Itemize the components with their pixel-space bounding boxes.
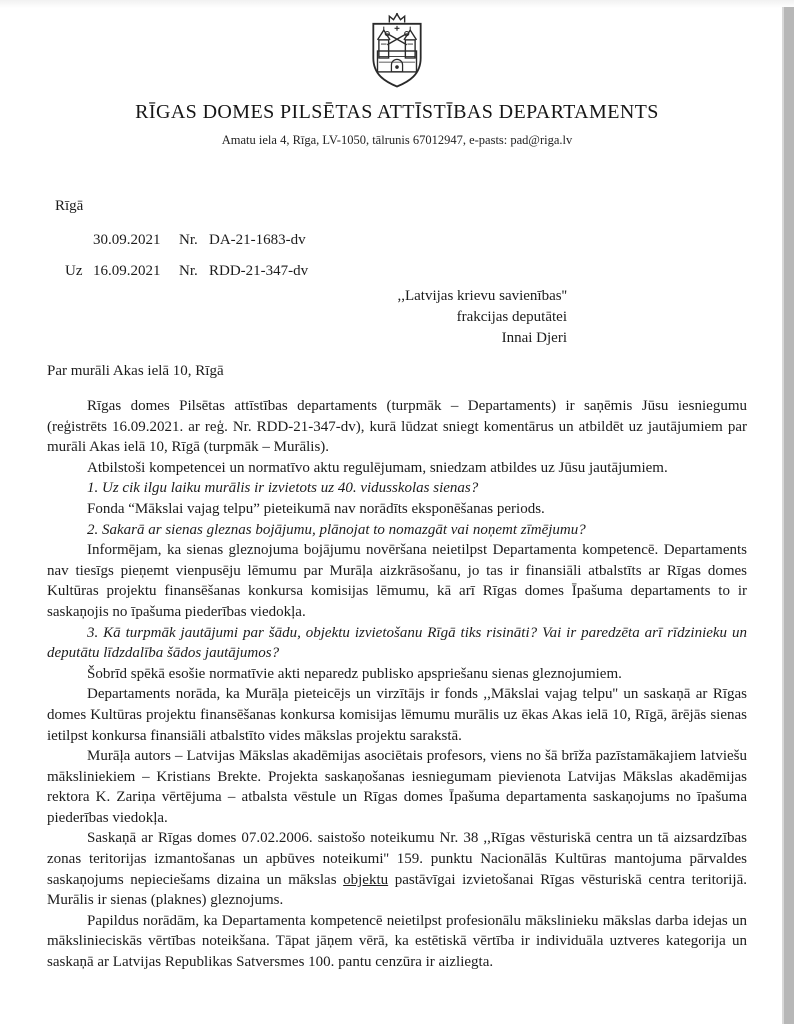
paragraph-regulations (47, 828, 747, 910)
question-3: 3. Kā turpmāk jautājumi par šādu, objektu izvietošanu Rīgā tiks risināti? Vai ir paredzēta arī rīdzinieku un deputātu līdzdalība šādos jautājumos? (47, 624, 747, 662)
subject-line: Par murāli Akas ielā 10, Rīgā (47, 363, 224, 379)
document-number-row (93, 232, 747, 249)
answer-1: Fonda “Mākslai vajag telpu” pieteikumā nav norādīts eksponēšanas periods. (87, 500, 545, 517)
scan-top-edge (0, 0, 794, 8)
recipient-faction-name: ,,Latvijas krievu savienības'' (397, 288, 567, 304)
reference-prefix: Uz (65, 263, 83, 279)
document-number: DA-21-1683-dv (209, 232, 306, 248)
paragraph-fund: Departaments norāda, ka Murāļa pieteicējs un virzītājs ir fonds ,,Mākslai vajag telpu'' un saskaņā ar Rīgas domes Kultūras projektu finansēšanas konkursa komisijas lēmumu murālis uz ēkas Akas ielā 10, Rīgā, ārējās sienas ietilpst konkursa finansiāli atbalstīto vides mākslas projektu sarakstā. (47, 686, 747, 744)
reference-number: RDD-21-347-dv (209, 263, 309, 279)
answer-2: Informējam, ka sienas gleznojuma bojājumu novēršana neietilpst Departamenta kompetencē. Departaments nav tiesīgs pieņemt vienpusēju lēmumu par Murāļa aizkrāsošanu, jo tas ir finansiāli atbalstīts ar Rīgas domes Kultūras projektu finansēšanas konkursa komisijas lēmumu, kā arī Rīgas domes Īpašuma departaments to ir saskaņojis no īpašuma piederības viedokļa. (47, 542, 747, 620)
riga-coat-of-arms-icon (361, 12, 433, 90)
letter-paragraphs (47, 396, 747, 973)
underlined-word: objektu (343, 871, 389, 888)
document-date: 30.09.2021 (93, 232, 161, 248)
recipient-block (47, 286, 567, 349)
reference-number-row (65, 263, 747, 280)
letterhead (47, 12, 747, 148)
paragraph-closing: Papildus norādām, ka Departamenta kompetencē neietilpst profesionālu mākslinieku mākslas darba idejas un mākslinieciskās vērtības noteikšana. Tāpat jāņem vērā, ka estētiskā vērtība ir individuāla uztveres kategorija un saskaņā ar Latvijas Republikas Satversmes 100. pantu cenzūra ir aizliegta. (47, 912, 747, 971)
org-address-line: Amatu iela 4, Rīga, LV-1050, tālrunis 67012947, e-pasts: pad@riga.lv (221, 133, 573, 147)
scrollbar[interactable] (782, 7, 794, 1024)
paragraph-regulations-part2: pastāvīgai izvietošanai Rīgas vēsturiskā centra teritorijā. Murālis ir sienas (plaknes) gleznojums. (47, 871, 748, 909)
paragraph-intro: Rīgas domes Pilsētas attīstības departaments (turpmāk – Departaments) ir saņēmis Jūsu iesniegumu (reģistrēts 16.09.2021. ar reģ. Nr. RDD-21-347-dv), kurā lūdzat sniegt komentārus un atbildēt uz jautājumiem par murāli Akas ielā 10, Rīgā (turpmāk – Murālis). (47, 398, 747, 456)
question-1: 1. Uz cik ilgu laiku murālis ir izvietots uz 40. vidusskolas sienas? (87, 480, 479, 497)
recipient-name: Innai Djeri (501, 330, 567, 346)
recipient-role: frakcijas deputātei (456, 309, 567, 325)
answer-3: Šobrīd spēkā esošie normatīvie akti neparedz publisko apspriešanu sienas gleznojumiem. (87, 665, 622, 682)
nr-label: Nr. (179, 232, 198, 248)
reference-date: 16.09.2021 (93, 263, 161, 279)
paragraph-answers-intro: Atbilstoši kompetencei un normatīvo aktu regulējumam, sniedzam atbildes uz Jūsu jautājumiem. (87, 459, 668, 476)
question-2: 2. Sakarā ar sienas gleznas bojājumu, plānojat to nomazgāt vai noņemt zīmējumu? (87, 521, 586, 538)
paragraph-regulations-part1: Saskaņā ar Rīgas domes 07.02.2006. saistošo noteikumu Nr. 38 ,,Rīgas vēsturiskā centra un tā aizsardzības zonas teritorijas izmantošanas un apbūves noteikumi'' 159. punktu Nacionālās Kultūras mantojuma pārvaldes saskaņojums nepieciešams dizaina un mākslas (47, 830, 747, 888)
place-line: Rīgā (55, 198, 84, 214)
reference-nr-label: Nr. (179, 263, 198, 279)
paragraph-author: Murāļa autors – Latvijas Mākslas akadēmijas asociētais profesors, viens no šā brīža pazīstamākajiem latviešu māksliniekiem – Kristians Brekte. Projekta saskaņošanas iesniegumam pievienota Latvijas Mākslas akadēmijas rektora K. Zariņa vērtējuma – atbalsta vēstule un Rīgas domes Īpašuma departamenta saskaņojums no īpašuma piederības viedokļa. (47, 748, 747, 826)
letter-body (47, 198, 747, 973)
org-title: RĪGAS DOMES PILSĒTAS ATTĪSTĪBAS DEPARTAMENTS (135, 101, 659, 123)
